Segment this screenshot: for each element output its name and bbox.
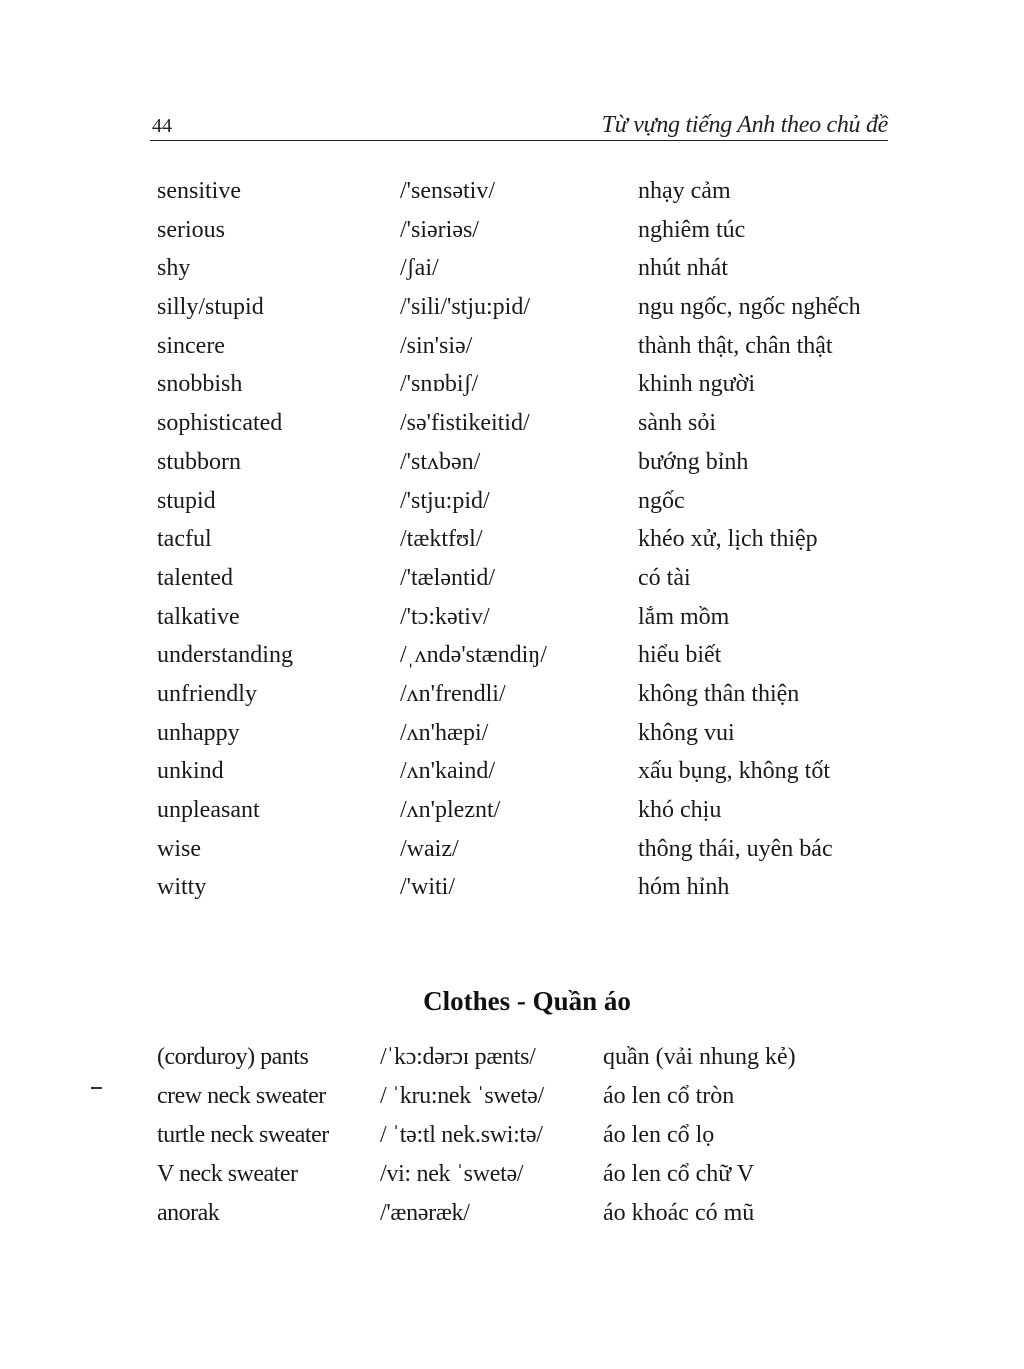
vocab-word: sincere bbox=[157, 332, 225, 359]
vocab-ipa: / ˈkru:nek ˈswetə/ bbox=[380, 1083, 544, 1109]
vocab-word: turtle neck sweater bbox=[157, 1122, 329, 1148]
vocab-meaning: xấu bụng, không tốt bbox=[638, 758, 830, 785]
vocab-meaning: có tài bbox=[638, 564, 691, 591]
vocab-word: stubborn bbox=[157, 448, 241, 475]
clothes-vocabulary-list bbox=[0, 1038, 1024, 1233]
vocab-meaning: áo khoác có mũ bbox=[603, 1200, 755, 1226]
vocab-meaning: thông thái, uyên bác bbox=[638, 835, 833, 862]
vocab-word: stupid bbox=[157, 487, 216, 514]
vocab-ipa: /tæktfʊl/ bbox=[400, 526, 483, 553]
vocab-row bbox=[0, 598, 1024, 637]
vocab-word: serious bbox=[157, 216, 225, 243]
vocab-ipa: /ʌn'hæpi/ bbox=[400, 719, 489, 746]
vocab-ipa: /waiz/ bbox=[400, 835, 459, 862]
vocab-row bbox=[0, 675, 1024, 714]
vocab-ipa: /sə'fistikeitid/ bbox=[400, 410, 530, 437]
vocab-word: snobbish bbox=[157, 371, 243, 398]
vocab-meaning: hiểu biết bbox=[638, 642, 722, 669]
vocab-row bbox=[0, 752, 1024, 791]
vocab-ipa: /'tɔ:kətiv/ bbox=[400, 603, 490, 630]
vocab-word: talented bbox=[157, 564, 233, 591]
vocab-word: unkind bbox=[157, 758, 224, 785]
vocab-ipa: /'sensətiv/ bbox=[400, 178, 495, 204]
vocab-word: anorak bbox=[157, 1200, 220, 1226]
vocab-word: witty bbox=[157, 874, 207, 901]
vocab-word: (corduroy) pants bbox=[157, 1044, 309, 1070]
vocab-meaning: áo len cổ lọ bbox=[603, 1122, 715, 1148]
vocab-row bbox=[0, 365, 1024, 404]
vocab-meaning: áo len cổ chữ V bbox=[603, 1161, 755, 1187]
vocab-meaning: ngốc bbox=[638, 487, 685, 514]
vocab-ipa: /'witi/ bbox=[400, 874, 455, 901]
vocab-word: sophisticated bbox=[157, 410, 283, 437]
vocab-row bbox=[0, 1194, 1024, 1233]
vocab-row bbox=[0, 327, 1024, 366]
vocab-word: crew neck sweater bbox=[157, 1083, 326, 1109]
vocab-word: wise bbox=[157, 835, 201, 862]
vocab-meaning: quần (vải nhung kẻ) bbox=[603, 1044, 796, 1070]
vocab-ipa: /ˌʌndə'stændiŋ/ bbox=[400, 642, 547, 669]
vocab-ipa: /ʌn'kaind/ bbox=[400, 758, 495, 785]
vocab-row bbox=[0, 520, 1024, 559]
vocab-ipa: /ˈkɔ:dərɔɪ pænts/ bbox=[380, 1044, 536, 1070]
vocab-meaning: lắm mồm bbox=[638, 603, 730, 630]
vocab-ipa: /'snɒbiʃ/ bbox=[400, 371, 479, 398]
vocab-row bbox=[0, 288, 1024, 327]
vocab-row bbox=[0, 1116, 1024, 1155]
vocab-word: unhappy bbox=[157, 719, 240, 746]
vocab-word: sensitive bbox=[157, 178, 241, 204]
vocab-ipa: /'stʌbən/ bbox=[400, 448, 481, 475]
vocab-meaning: khéo xử, lịch thiệp bbox=[638, 526, 818, 553]
vocab-word: tacful bbox=[157, 526, 212, 553]
vocab-ipa: /vi: nek ˈswetə/ bbox=[380, 1161, 524, 1187]
vocab-row bbox=[0, 1038, 1024, 1077]
running-title: Từ vựng tiếng Anh theo chủ đề bbox=[601, 112, 888, 138]
vocab-meaning: thành thật, chân thật bbox=[638, 332, 833, 359]
vocab-word: unfriendly bbox=[157, 680, 257, 707]
vocab-meaning: nghiêm túc bbox=[638, 216, 746, 243]
vocab-word: understanding bbox=[157, 642, 293, 669]
vocab-meaning: không vui bbox=[638, 719, 735, 746]
vocab-meaning: áo len cổ tròn bbox=[603, 1083, 735, 1109]
vocab-meaning: khó chịu bbox=[638, 797, 722, 823]
vocab-word: unpleasant bbox=[157, 797, 260, 823]
vocab-row bbox=[0, 211, 1024, 250]
vocab-ipa: /ʃai/ bbox=[400, 255, 439, 282]
vocab-ipa: /'tæləntid/ bbox=[400, 564, 495, 591]
vocab-row bbox=[0, 1155, 1024, 1194]
vocab-ipa: /'stju:pid/ bbox=[400, 487, 490, 514]
vocab-meaning: không thân thiện bbox=[638, 680, 800, 707]
vocab-meaning: sành sỏi bbox=[638, 410, 716, 437]
section-title: Clothes - Quần áo bbox=[423, 986, 631, 1017]
vocab-row bbox=[0, 559, 1024, 598]
vocab-word: shy bbox=[157, 255, 191, 282]
vocab-row bbox=[0, 443, 1024, 482]
vocab-row bbox=[0, 482, 1024, 521]
personality-vocabulary-list bbox=[0, 172, 1024, 907]
page-number: 44 bbox=[152, 115, 172, 137]
vocab-word: talkative bbox=[157, 603, 240, 630]
vocab-ipa: /'sili/'stju:pid/ bbox=[400, 294, 531, 321]
vocab-meaning: ngu ngốc, ngốc nghếch bbox=[638, 294, 861, 321]
vocab-meaning: hóm hỉnh bbox=[638, 874, 730, 901]
vocab-row bbox=[0, 636, 1024, 675]
vocab-row bbox=[0, 791, 1024, 830]
vocab-row bbox=[0, 1077, 1024, 1116]
vocab-word: silly/stupid bbox=[157, 294, 264, 321]
vocab-word: V neck sweater bbox=[157, 1161, 298, 1187]
vocab-ipa: /ʌn'pleznt/ bbox=[400, 797, 501, 823]
vocab-row bbox=[0, 714, 1024, 753]
vocab-row bbox=[0, 830, 1024, 869]
vocab-ipa: / ˈtə:tl nek.swi:tə/ bbox=[380, 1122, 543, 1148]
vocab-ipa: /ʌn'frendli/ bbox=[400, 680, 506, 707]
vocab-ipa: /'ænəræk/ bbox=[380, 1200, 470, 1226]
vocab-meaning: bướng bỉnh bbox=[638, 448, 749, 475]
vocab-ipa: /sin'siə/ bbox=[400, 332, 473, 359]
vocab-meaning: nhút nhát bbox=[638, 255, 728, 282]
vocab-meaning: khinh người bbox=[638, 371, 756, 398]
vocab-meaning: nhạy cảm bbox=[638, 178, 731, 204]
page-header bbox=[150, 104, 888, 141]
vocab-row bbox=[0, 172, 1024, 211]
vocab-row bbox=[0, 404, 1024, 443]
vocab-ipa: /'siəriəs/ bbox=[400, 216, 479, 243]
vocab-row bbox=[0, 249, 1024, 288]
vocab-row bbox=[0, 868, 1024, 907]
